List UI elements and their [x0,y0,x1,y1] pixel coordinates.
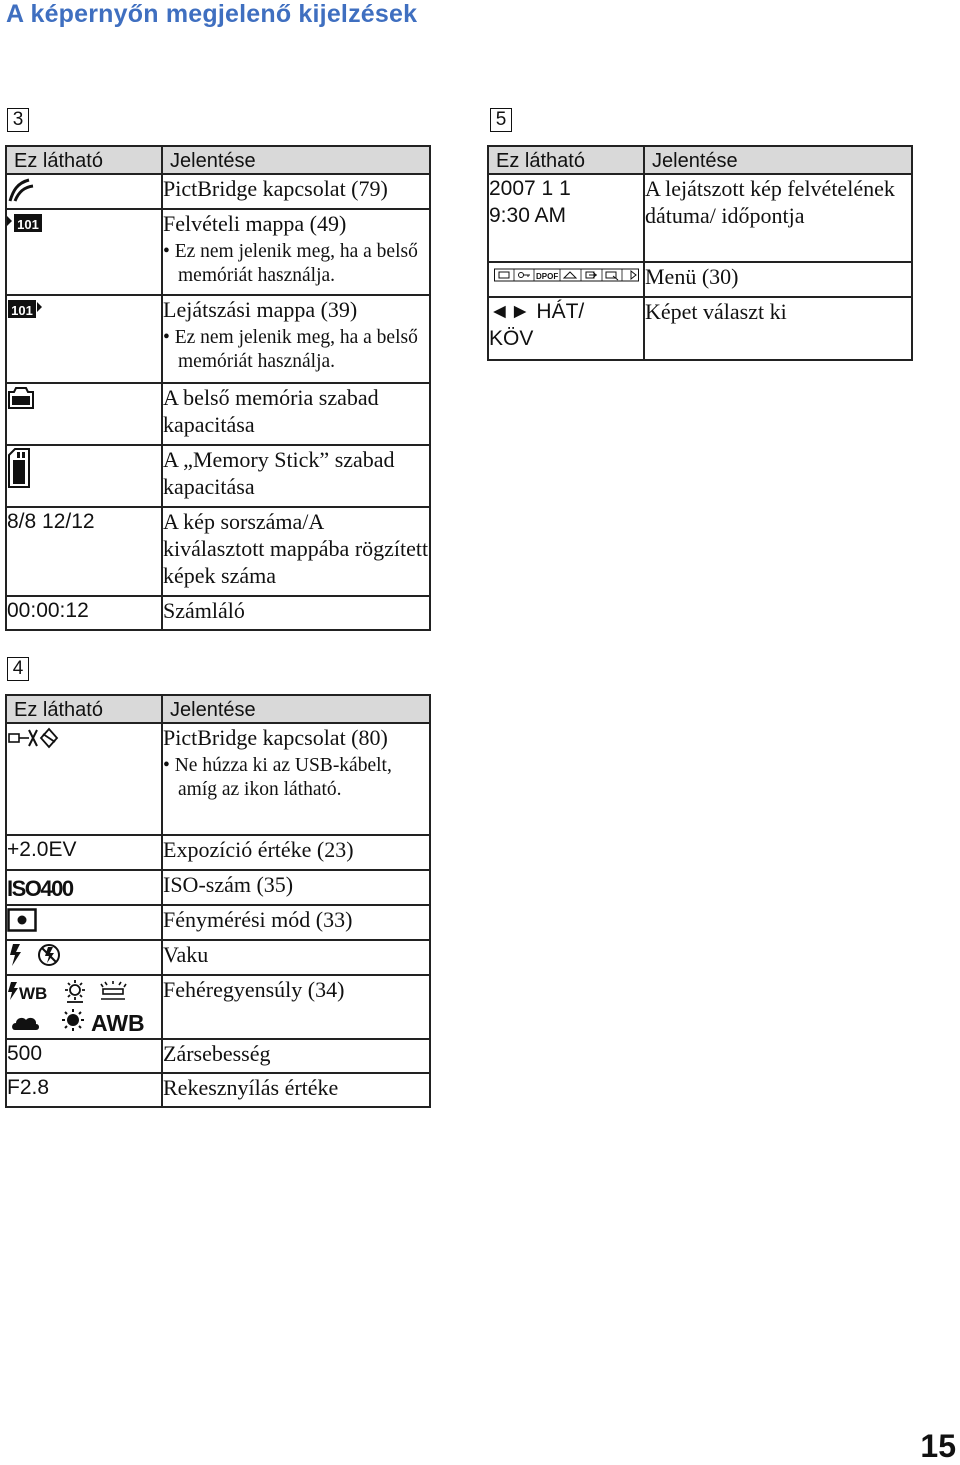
meaning-text: Lejátszási mappa (39) [163,297,358,322]
meaning-cell: A kép sorszáma/A kiválasztott mappába rögzített képek száma [162,507,430,596]
table-row [6,940,430,975]
table-row [6,835,430,870]
symbol-cell: 00:00:12 [6,596,162,630]
table-row [6,445,430,507]
symbol-cell [6,209,162,295]
header-col2: Jelentése [162,146,430,174]
meaning-cell [162,209,430,295]
flash-icon [7,943,63,967]
awb-label: AWB [91,1010,145,1036]
meaning-cell: Expozíció értéke (23) [162,835,430,870]
symbol-cell [6,174,162,209]
meaning-cell: Képet választ ki [644,297,912,360]
symbol-cell: F2.8 [6,1073,162,1107]
table-row [488,262,912,297]
table-row [6,905,430,940]
section-4-number: 4 [7,657,29,681]
symbol-cell [6,383,162,445]
time-text: 9:30 AM [489,204,567,227]
iso-icon: ISO400 [7,876,73,901]
table-header-row [488,146,912,174]
page-title: A képernyőn megjelenő kijelzések [6,0,418,28]
meaning-cell: ISO-szám (35) [162,870,430,905]
white-balance-icons [7,978,145,1036]
menu-bar-icons [494,265,640,285]
symbol-cell: 500 [6,1039,162,1073]
symbol-cell [488,174,644,262]
meaning-cell [162,723,430,835]
meaning-cell: Fehéregyensúly (34) [162,975,430,1039]
symbol-cell [6,295,162,383]
recording-folder-icon [7,212,43,234]
playback-folder-icon [7,298,43,320]
table-row [6,975,430,1039]
symbol-cell [6,905,162,940]
header-col1: Ez látható [6,146,162,174]
note-text: • Ez nem jelenik meg, ha a belső memóriát használja. [163,241,418,286]
header-col1: Ez látható [6,695,162,723]
meaning-cell: Zársebesség [162,1039,430,1073]
header-col2: Jelentése [162,695,430,723]
date-text: 2007 1 1 [489,177,571,200]
table-row [488,297,912,360]
meaning-cell: A „Memory Stick” szabad kapacitása [162,445,430,507]
symbol-cell [6,940,162,975]
svg-text:WB: WB [19,984,48,1003]
meaning-cell [162,295,430,383]
page-number: 15 [920,1428,956,1464]
internal-memory-icon [7,386,35,410]
header-col1: Ez látható [488,146,644,174]
meaning-cell: Menü (30) [644,262,912,297]
meaning-cell: Rekesznyílás értéke [162,1073,430,1107]
header-col2: Jelentése [644,146,912,174]
table-row [6,507,430,596]
meaning-cell: A lejátszott kép felvételének dátuma/ időpontja [644,174,912,262]
table-row [6,723,430,835]
meaning-cell: Vaku [162,940,430,975]
symbol-cell: +2.0EV [6,835,162,870]
section-5-table [487,145,913,361]
symbol-cell [6,975,162,1039]
section-3-table [5,145,431,631]
table-row [6,295,430,383]
memory-stick-icon [7,448,31,488]
do-not-disconnect-usb-icon [7,726,57,750]
table-row [6,1073,430,1107]
table-row [488,174,912,262]
symbol-cell [6,870,162,905]
spot-metering-icon [7,908,37,932]
meaning-text: Felvételi mappa (49) [163,211,347,236]
section-4-table [5,694,431,1108]
pictbridge-connection-icon [7,177,35,203]
meaning-cell: Számláló [162,596,430,630]
symbol-cell: 8/8 12/12 [6,507,162,596]
meaning-cell: Fénymérési mód (33) [162,905,430,940]
table-row [6,1039,430,1073]
table-row [6,596,430,630]
symbol-cell [6,445,162,507]
section-3-number: 3 [7,108,29,132]
svg-text:101: 101 [11,303,33,318]
table-header-row [6,146,430,174]
meaning-cell: A belső memória szabad kapacitása [162,383,430,445]
symbol-cell [6,723,162,835]
symbol-cell: ◄► HÁT/ KÖV [488,297,644,360]
svg-text:101: 101 [17,217,39,232]
section-5-number: 5 [490,108,512,132]
dpof-label: DPOF [536,272,559,281]
note-text: • Ne húzza ki az USB-kábelt, amíg az ikon látható. [163,755,392,800]
note-text: • Ez nem jelenik meg, ha a belső memóriát használja. [163,327,418,372]
table-row [6,870,430,905]
table-row [6,383,430,445]
meaning-cell: PictBridge kapcsolat (79) [162,174,430,209]
table-row [6,174,430,209]
symbol-cell [488,262,644,297]
table-header-row [6,695,430,723]
meaning-text: PictBridge kapcsolat (80) [163,725,388,750]
table-row [6,209,430,295]
